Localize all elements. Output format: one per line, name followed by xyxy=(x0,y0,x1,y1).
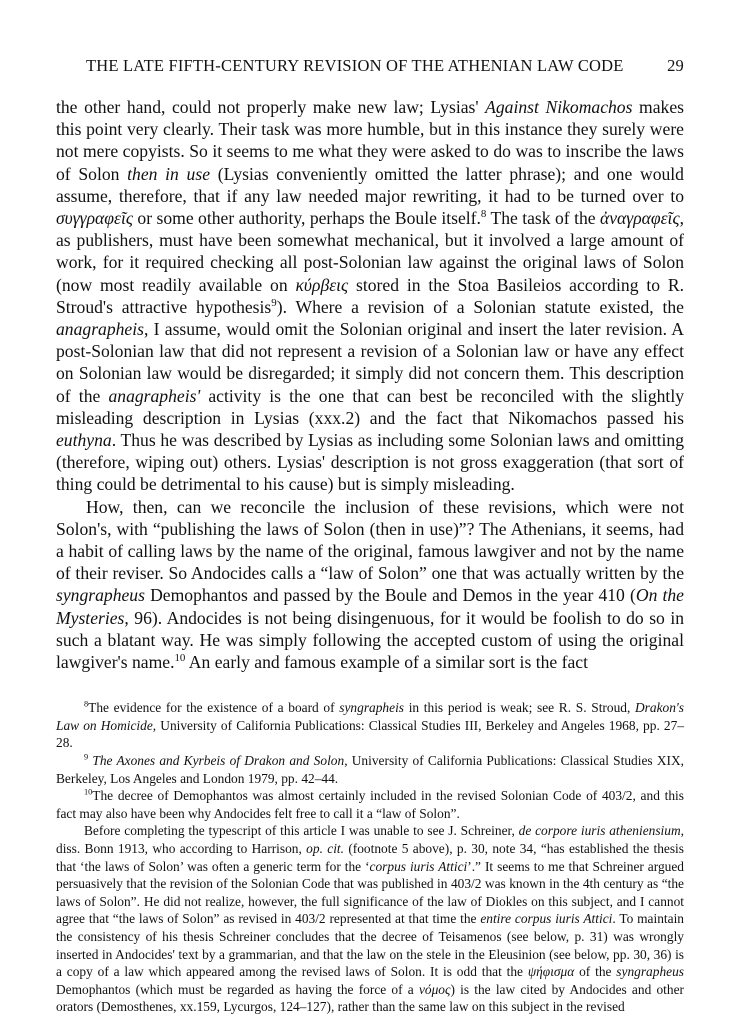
text-run: Demophantos and passed by the Boule and Demos in the year 410 ( xyxy=(144,585,636,606)
italic-text: syngrapheus xyxy=(616,964,684,980)
footnote-9 xyxy=(56,752,684,787)
italic-text: ἀναγραφεῖς xyxy=(600,208,680,229)
footnote-marker: 8 xyxy=(480,208,487,221)
footnote-marker: 10 xyxy=(84,787,93,797)
running-title: THE LATE FIFTH-CENTURY REVISION OF THE ATHENIAN LAW CODE xyxy=(86,56,624,75)
footnote-marker: 8 xyxy=(84,699,89,709)
italic-text: νόμος xyxy=(418,981,451,997)
italic-text: corpus iuris Attici xyxy=(369,858,468,874)
text-run: , University of California Publications: Classical Studies III, Berkeley and Angeles 1968, pp. 27–28. xyxy=(56,717,685,751)
page-number: 29 xyxy=(667,56,684,75)
text-run: the other hand, could not properly make new law; Lysias' xyxy=(56,97,486,117)
footnote-marker: 10 xyxy=(174,652,186,665)
body-paragraph xyxy=(56,496,684,674)
italic-text: On the Mysteries xyxy=(56,585,684,628)
footnote-marker: 9 xyxy=(271,296,277,309)
text-run: , 96). Andocides is not being disingenuous, for it would be foolish to do so in such a blatant way. He was simply following the accepted custom of using the original lawgiver's name. xyxy=(56,607,684,673)
text-run: The task of the xyxy=(486,208,600,229)
text-run: , as publishers, must have been somewhat mechanical, but it involved a large amount of work, for it required checking all post-Solonian law against the original laws of Solon (now most readily available on xyxy=(56,208,684,295)
italic-text: entire corpus iuris Attici xyxy=(480,911,613,927)
italic-text: syngrapheus xyxy=(56,585,145,606)
italic-text: then in use xyxy=(127,163,211,184)
footnote-8 xyxy=(56,699,684,752)
footnotes xyxy=(56,699,684,1016)
text-run: . To maintain the consistency of his thesis Schreiner concludes that the decree of Teisamenos (see below, p. 31) was wrongly inserted in Andocides' text by a grammarian, and that the law on the stele in the Eleusinion (see below, pp. 30, 36) is a copy of a law which appeared among the revised laws of Solon. It is odd that the xyxy=(56,911,684,980)
body-paragraph xyxy=(56,96,684,496)
main-text xyxy=(56,96,684,673)
italic-text: Against Nikomachos xyxy=(485,97,633,117)
text-run: How, then, can we reconcile the inclusion of these revisions, which were not Solon's, with “publishing the laws of Solon (then in use)”? The Athenians, it seems, had a habit of calling laws by the name of the original, famous lawgiver and not by the name of their reviser. So Andocides calls a “law of Solon” one that was actually written by the xyxy=(56,496,684,584)
text-run: Before completing the typescript of this article I was unable to see J. Schreiner, xyxy=(84,823,519,839)
text-run: , I assume, would omit the Solonian original and insert the later revision. A post-Solonian law that did not represent a revision of a Solonian law or have any effect on Solonian law would be disregarded; it simply did not concern them. This description of the xyxy=(56,319,684,406)
footnote-marker: 9 xyxy=(84,752,89,762)
text-run: , University of California Publications: Classical Studies XIX, Berkeley, Los Angeles and London 1979, pp. 42–44. xyxy=(56,753,684,786)
page xyxy=(56,56,684,1016)
text-run: or some other authority, perhaps the Boule itself. xyxy=(133,208,481,229)
italic-text: The Axones and Kyrbeis of Drakon and Solon xyxy=(92,753,345,769)
italic-text: op. cit. xyxy=(306,841,344,857)
text-run: , diss. Bonn 1913, who according to Harrison, xyxy=(56,823,685,857)
italic-text: syngrapheis xyxy=(339,700,404,716)
text-run: of the xyxy=(574,964,617,980)
italic-text: de corpore iuris atheniensium xyxy=(518,823,681,839)
text-run: ’.” It seems to me that Schreiner argued persuasively that the revision of the Solonian Code that was published in 403/2 was known in the 4th century as “the laws of Solon”. He did not realize, however, the full significance of the law of Diokles on this subject, and I cannot agree that “the laws of Solon” as revised in 403/2 represented at that time the xyxy=(56,858,685,927)
text-run: stored in the Stoa Basileios according to R. Stroud's attractive hypothesis xyxy=(56,274,684,317)
text-run: . Thus he was described by Lysias as including some Solonian laws and omitting (therefore, wiping out) others. Lysias' description is not gross exaggeration (that sort of thing could be detrimental to his cause) but is simply misleading. xyxy=(56,430,684,495)
text-run: An early and famous example of a similar sort is the fact xyxy=(185,652,588,673)
text-run: ) is the law cited by Andocides and other orators (Demosthenes, xx.159, Lycurgos, 124–127), rather than the same law on this subject in the revised xyxy=(56,981,684,1015)
text-run: The decree of Demophantos was almost certainly included in the revised Solonian Code of 403/2, and this fact may also have been why Andocides felt free to call it a “law of Solon”. xyxy=(56,788,684,821)
footnote-10 xyxy=(56,787,684,822)
text-run: Demophantos (which must be regarded as having the force of a xyxy=(56,981,419,997)
italic-text: κύρβεις xyxy=(295,274,349,295)
text-run: The evidence for the existence of a board of xyxy=(88,700,340,716)
italic-text: anagrapheis' xyxy=(108,385,201,406)
running-header xyxy=(56,56,684,76)
italic-text: euthyna xyxy=(56,430,112,451)
italic-text: Drakon's Law on Homicide xyxy=(56,700,684,733)
italic-text: anagrapheis xyxy=(56,319,144,340)
footnote-10-continuation xyxy=(56,822,684,1016)
text-run: in this period is weak; see R. S. Stroud, xyxy=(404,700,635,716)
text-run: activity is the one that can best be reconciled with the slightly misleading description in Lysias (xxx.2) and the fact that Nikomachos passed his xyxy=(56,385,685,428)
italic-text: συγγραφεῖς xyxy=(56,208,133,229)
text-run: ). Where a revision of a Solonian statute existed, the xyxy=(276,296,684,317)
text-run: (footnote 5 above), p. 30, note 34, “has established the thesis that ‘the laws of Solon’ was often a generic term for the ‘ xyxy=(56,841,684,874)
text-run: (Lysias conveniently omitted the latter phrase); and one would assume, therefore, that if any law needed major rewriting, it had to be turned over to xyxy=(56,163,684,206)
text-run: makes this point very clearly. Their task was more humble, but in this instance they surely were not mere copyists. So it seems to me what they were asked to do was to inscribe the laws of Solon xyxy=(56,97,685,184)
italic-text: ψήφισμα xyxy=(527,964,575,980)
